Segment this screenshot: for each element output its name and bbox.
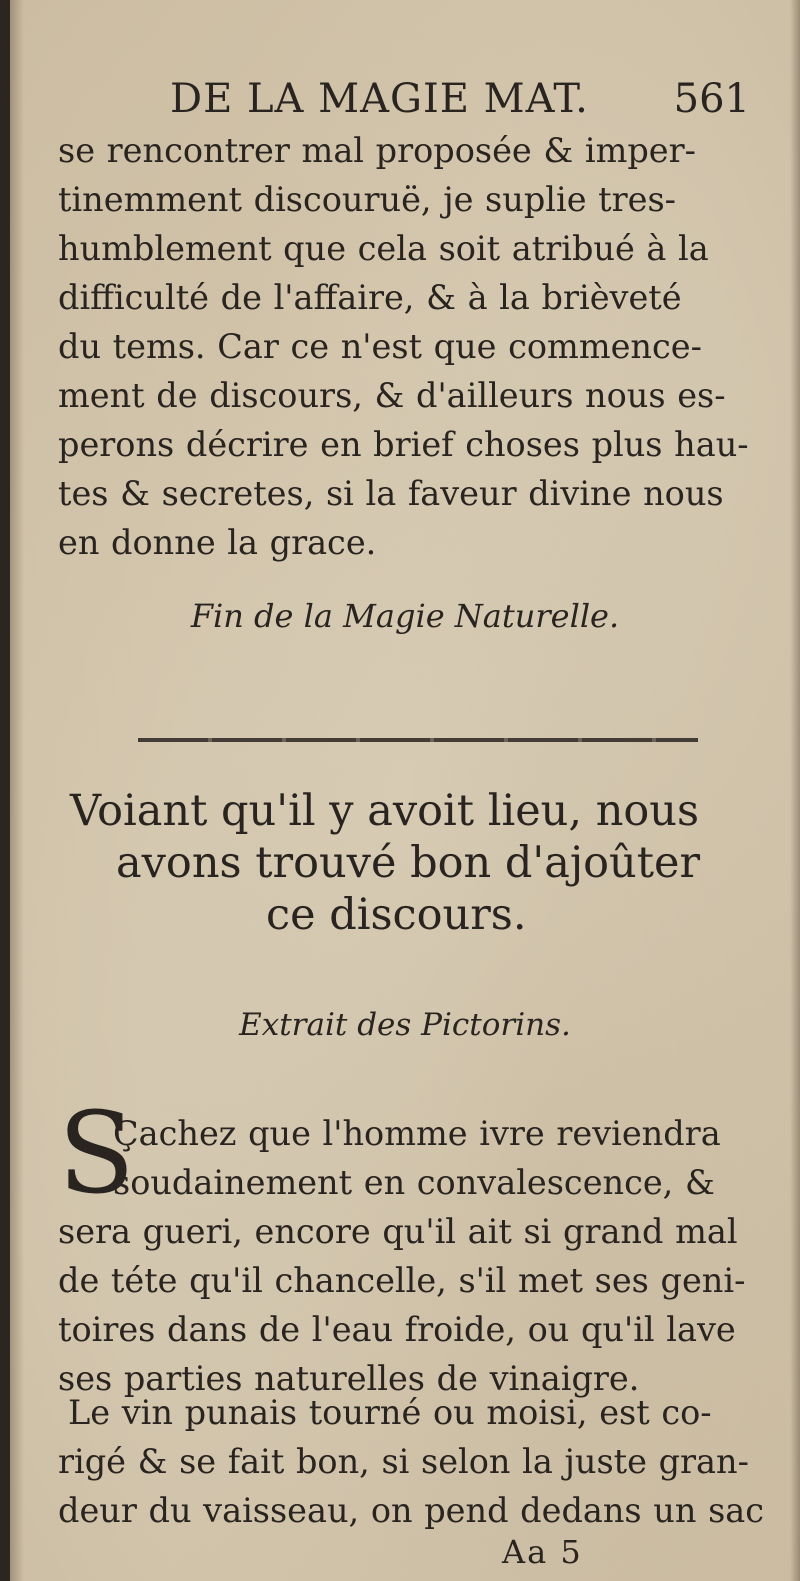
text-line: tinemment discouruë, je suplie tres-: [58, 180, 676, 219]
page-header: [170, 74, 750, 124]
text-line: sera gueri, encore qu'il ait si grand mal: [58, 1212, 738, 1251]
signature-mark: Aa 5: [502, 1533, 583, 1571]
section-divider: [138, 738, 698, 742]
heading-line: Voiant qu'il y avoit lieu, nous: [70, 786, 700, 836]
text-line: deur du vaisseau, on pend dedans un sac: [58, 1491, 765, 1530]
text-line: Le vin punais tourné ou moisi, est co-: [68, 1393, 712, 1432]
text-line: difficulté de l'affaire, & à la brièveté: [58, 278, 682, 317]
text-line: en donne la grace.: [58, 523, 377, 562]
book-page: [10, 0, 800, 1581]
text-line: Çachez que l'homme ivre reviendra: [113, 1114, 721, 1153]
page-number: 561: [673, 76, 750, 122]
heading-line: avons trouvé bon d'ajoûter: [116, 838, 701, 888]
text-line: humblement que cela soit atribué à la: [58, 229, 709, 268]
text-line: toires dans de l'eau froide, ou qu'il lave: [58, 1310, 736, 1349]
section-heading: [70, 785, 750, 941]
extract-title: Extrait des Pictorins.: [239, 1007, 571, 1043]
paragraph-3: [58, 1388, 765, 1535]
text-line: perons décrire en brief choses plus hau-: [58, 425, 749, 464]
drop-cap: S: [58, 1089, 135, 1219]
colophon: Fin de la Magie Naturelle.: [190, 597, 620, 635]
text-line: se rencontrer mal proposée & imper-: [58, 131, 696, 170]
running-head: DE LA MAGIE MAT.: [170, 76, 589, 122]
paragraph-1: [58, 126, 748, 567]
text-line: ment de discours, & d'ailleurs nous es-: [58, 376, 726, 415]
text-line: tes & secretes, si la faveur divine nous: [58, 474, 724, 513]
text-line: rigé & se fait bon, si selon la juste gran-: [58, 1442, 749, 1481]
text-line: ses parties naturelles de vinaigre.: [58, 1359, 640, 1398]
heading-line: ce discours.: [266, 890, 527, 940]
text-line: soudainement en convalescence, &: [113, 1163, 715, 1202]
paragraph-2: [58, 1109, 748, 1403]
text-line: de téte qu'il chancelle, s'il met ses geni-: [58, 1261, 746, 1300]
text-line: du tems. Car ce n'est que commence-: [58, 327, 702, 366]
